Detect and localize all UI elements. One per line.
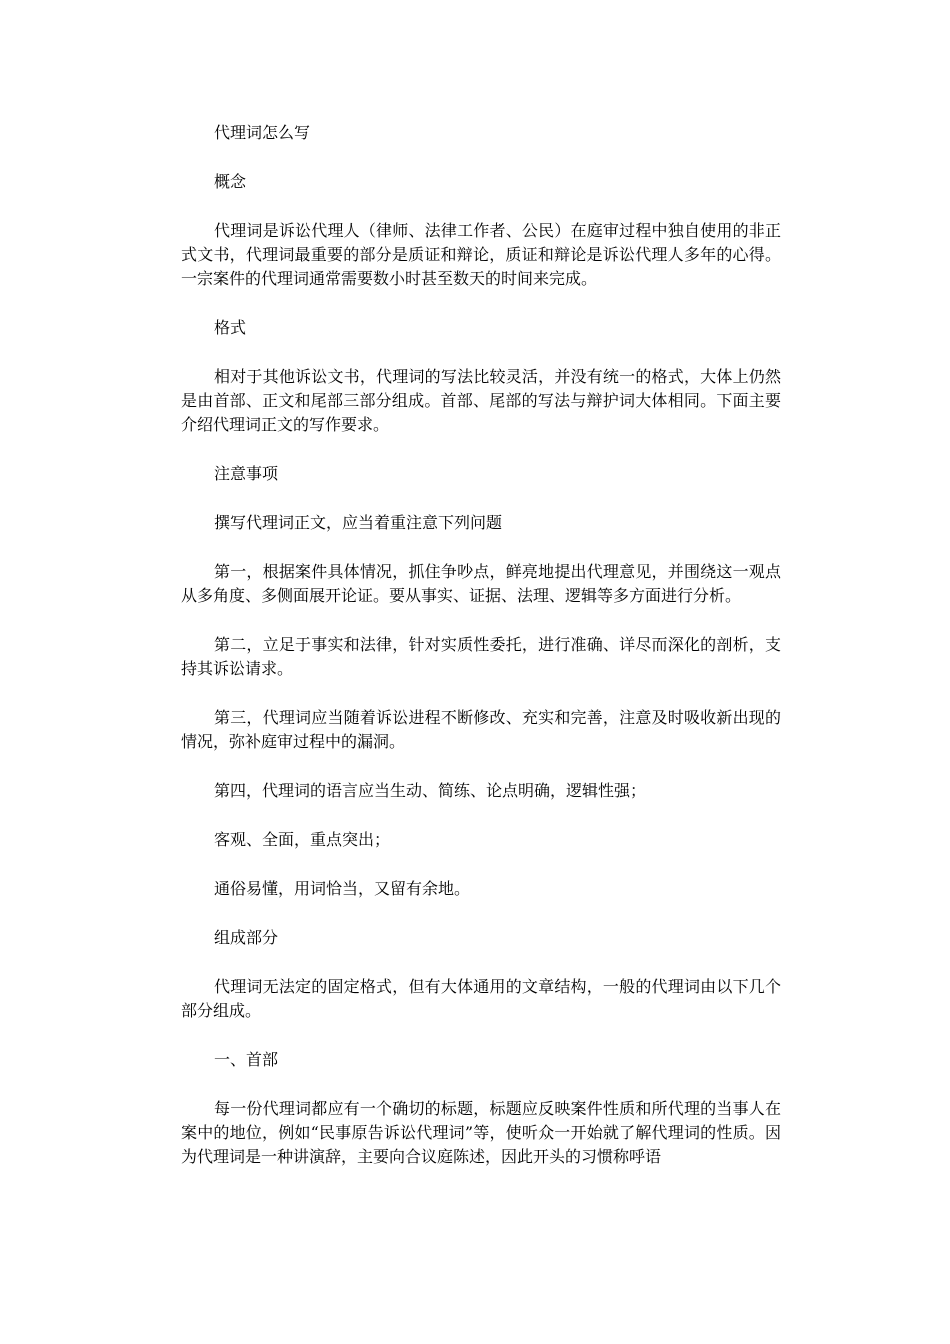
paragraph-header-part: 每一份代理词都应有一个确切的标题，标题应反映案件性质和所代理的当事人在案中的地位，例如“民事原告诉讼代理词”等，使听众一开始就了解代理词的性质。因为代理词是一种讲演辞，主要向合议庭陈述，因此开头的习惯称呼语 [181,1099,781,1166]
paragraph-format: 相对于其他诉讼文书，代理词的写法比较灵活，并没有统一的格式，大体上仍然是由首部、正文和尾部三部分组成。首部、尾部的写法与辩护词大体相同。下面主要介绍代理词正文的写作要求。 [181,367,781,434]
paragraph-notes-intro: 撰写代理词正文，应当着重注意下列问题 [214,513,503,532]
section-heading-components: 组成部分 [214,928,279,947]
paragraph-point-4c: 通俗易懂，用词恰当，又留有余地。 [214,879,471,898]
paragraph-point-1: 第一，根据案件具体情况，抓住争吵点，鲜亮地提出代理意见，并围绕这一观点从多角度、多侧面展开论证。要从事实、证据、法理、逻辑等多方面进行分析。 [181,562,781,605]
document-body [181,121,781,1194]
section-heading-notes: 注意事项 [214,464,279,483]
section-heading-concept: 概念 [214,172,247,191]
paragraph-point-4: 第四，代理词的语言应当生动、简练、论点明确，逻辑性强； [214,781,647,800]
paragraph-point-4b: 客观、全面，重点突出； [214,830,391,849]
document-title: 代理词怎么写 [214,123,311,142]
paragraph-point-2: 第二，立足于事实和法律，针对实质性委托，进行准确、详尽而深化的剖析，支持其诉讼请求。 [181,635,781,678]
paragraph-components: 代理词无法定的固定格式，但有大体通用的文章结构，一般的代理词由以下几个部分组成。 [181,977,781,1020]
section-heading-header-part: 一、首部 [214,1050,279,1069]
paragraph-point-3: 第三，代理词应当随着诉讼进程不断修改、充实和完善，注意及时吸收新出现的情况，弥补庭审过程中的漏洞。 [181,708,781,751]
section-heading-format: 格式 [214,318,247,337]
paragraph-concept: 代理词是诉讼代理人（律师、法律工作者、公民）在庭审过程中独自使用的非正式文书，代理词最重要的部分是质证和辩论，质证和辩论是诉讼代理人多年的心得。一宗案件的代理词通常需要数小时甚至数天的时间来完成。 [181,221,781,288]
